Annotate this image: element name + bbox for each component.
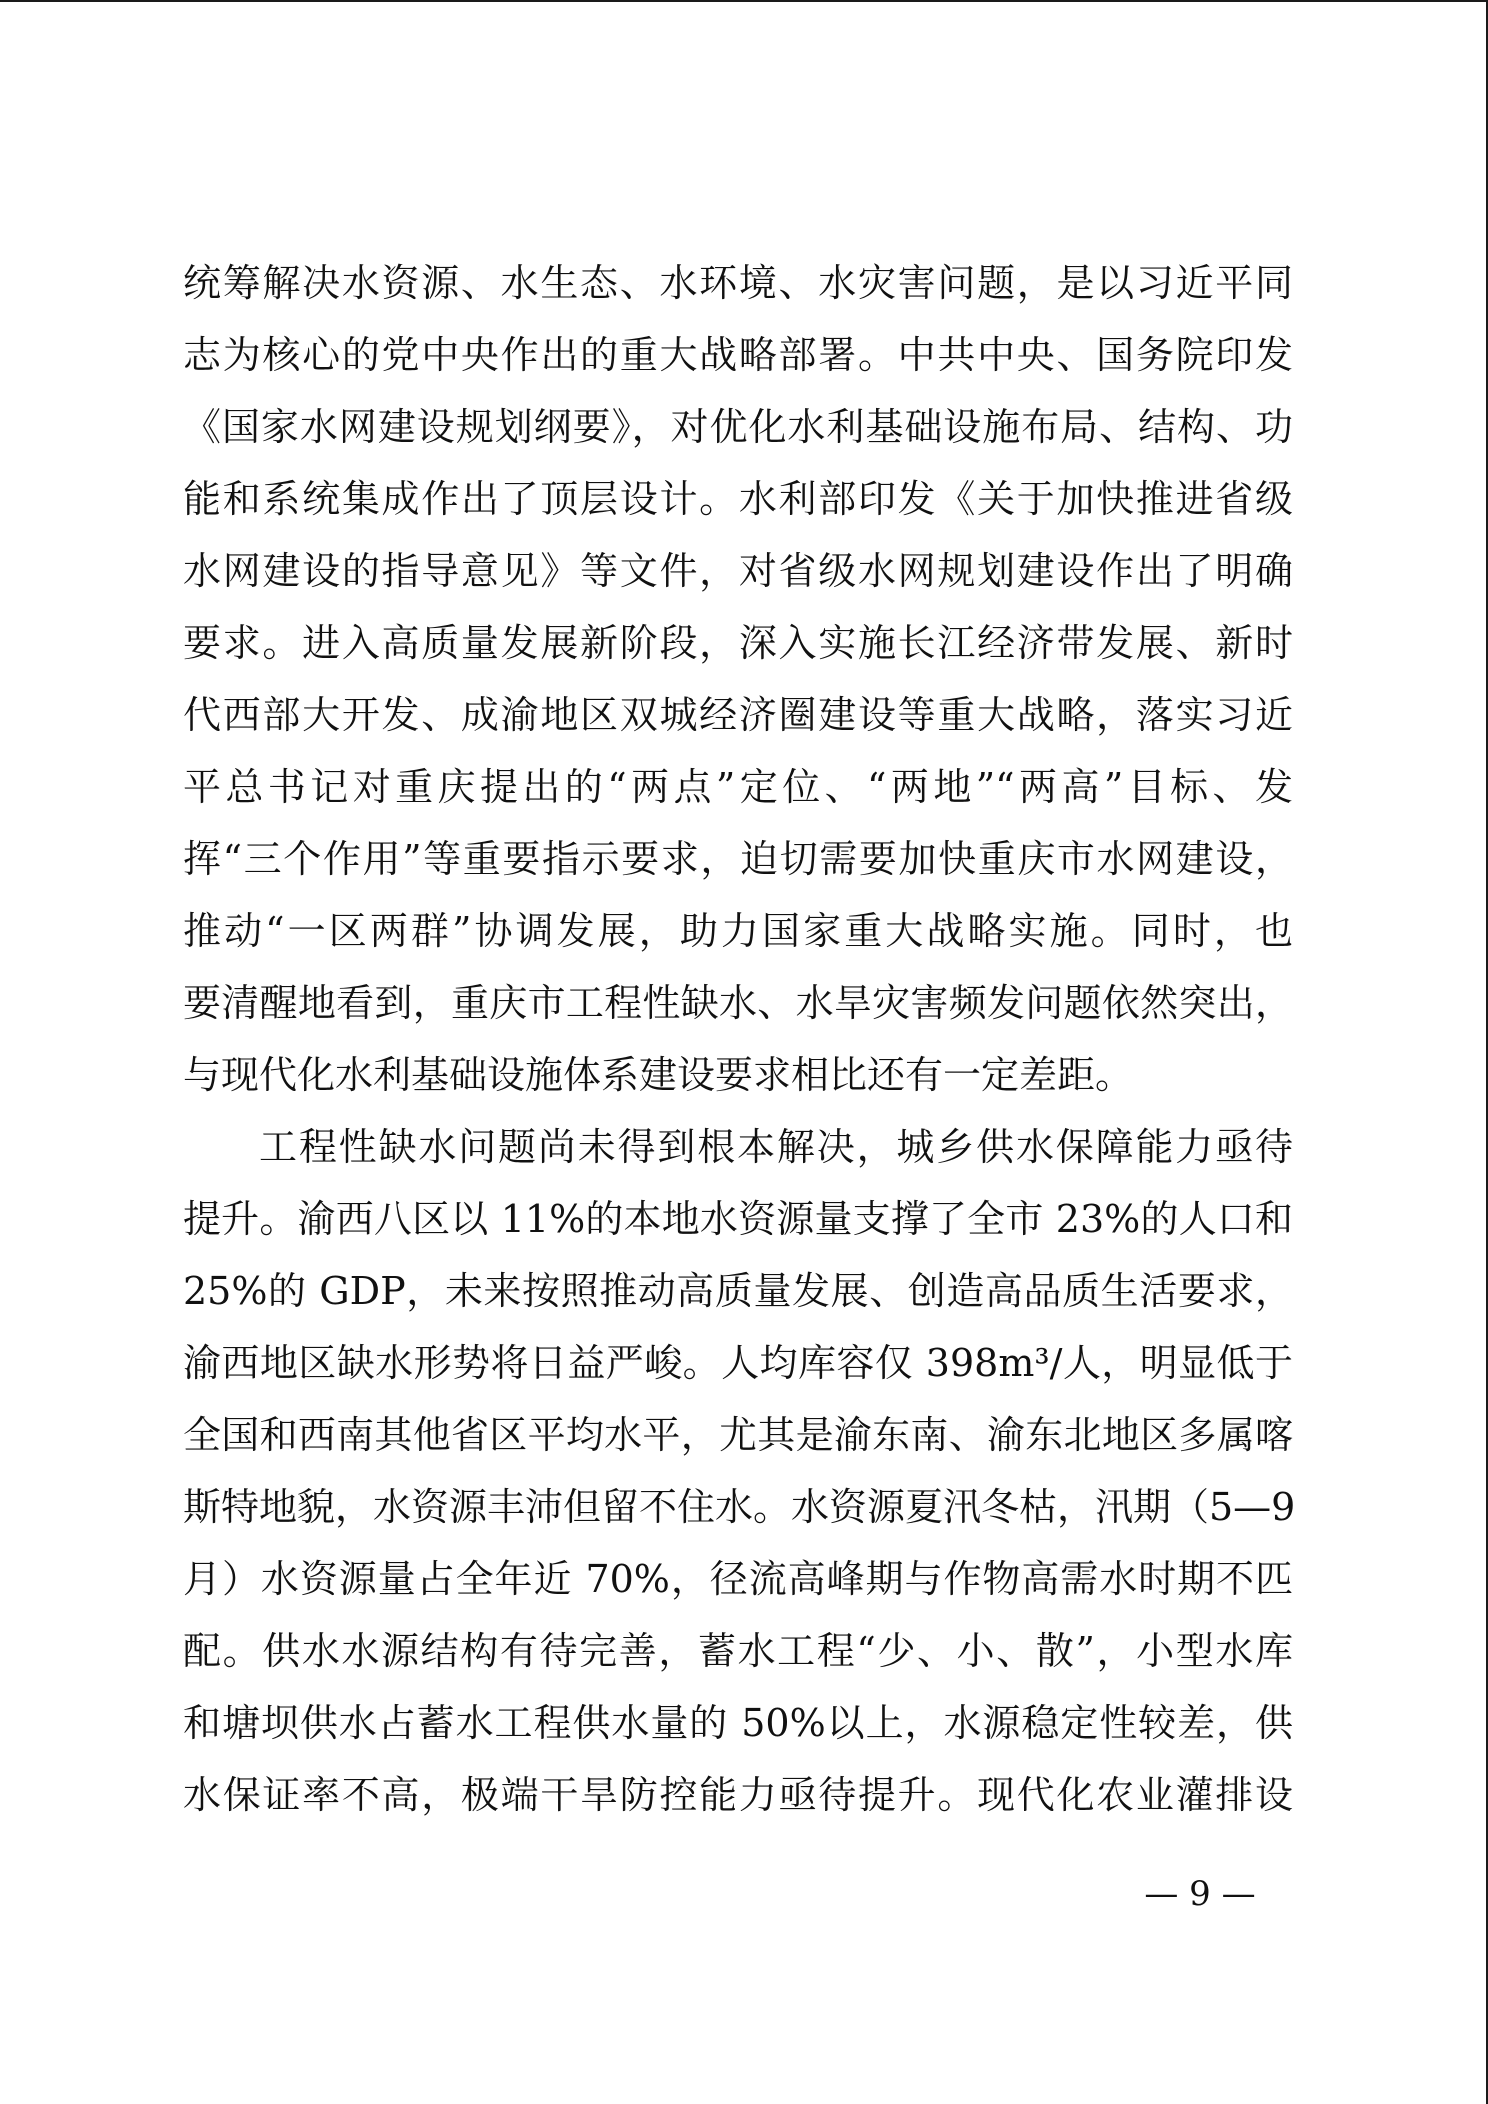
document-body [183,247,1296,1831]
text-line: 志为核心的党中央作出的重大战略部署。中共中央、国务院印发 [183,333,1293,377]
paragraph-1 [183,247,1293,1111]
text-line: 斯特地貌，水资源丰沛但留不住水。水资源夏汛冬枯，汛期（5—9 [183,1485,1296,1529]
text-line: 全国和西南其他省区平均水平，尤其是渝东南、渝东北地区多属喀 [183,1413,1293,1457]
text-line: 《国家水网建设规划纲要》，对优化水利基础设施布局、结构、功 [183,405,1293,449]
text-line: 工程性缺水问题尚未得到根本解决，城乡供水保障能力亟待 [259,1125,1293,1169]
text-line: 要求。进入高质量发展新阶段，深入实施长江经济带发展、新时 [183,621,1293,665]
page-number: — 9 — [1144,1874,1256,1914]
text-line: 平总书记对重庆提出的“两点”定位、“两地”“两高”目标、发 [183,765,1293,809]
text-line: 与现代化水利基础设施体系建设要求相比还有一定差距。 [183,1053,1134,1097]
text-line: 月）水资源量占全年近 70%，径流高峰期与作物高需水时期不匹 [183,1557,1293,1601]
text-line: 推动“一区两群”协调发展，助力国家重大战略实施。同时，也 [183,909,1293,953]
text-line: 统筹解决水资源、水生态、水环境、水灾害问题，是以习近平同 [183,261,1293,305]
text-line: 渝西地区缺水形势将日益严峻。人均库容仅 398m³/人，明显低于 [183,1341,1293,1385]
text-line: 挥“三个作用”等重要指示要求，迫切需要加快重庆市水网建设， [183,837,1293,881]
text-line: 代西部大开发、成渝地区双城经济圈建设等重大战略，落实习近 [183,693,1293,737]
text-line: 25%的 GDP，未来按照推动高质量发展、创造高品质生活要求， [183,1269,1293,1313]
text-line: 配。供水水源结构有待完善，蓄水工程“少、小、散”，小型水库 [183,1629,1293,1673]
text-line: 水网建设的指导意见》等文件，对省级水网规划建设作出了明确 [183,549,1293,593]
text-line: 能和系统集成作出了顶层设计。水利部印发《关于加快推进省级 [183,477,1293,521]
paragraph-2 [183,1111,1296,1831]
text-line: 提升。渝西八区以 11%的本地水资源量支撑了全市 23%的人口和 [183,1197,1293,1241]
text-line: 要清醒地看到，重庆市工程性缺水、水旱灾害频发问题依然突出， [183,981,1293,1025]
text-line: 水保证率不高，极端干旱防控能力亟待提升。现代化农业灌排设 [183,1773,1293,1817]
text-line: 和塘坝供水占蓄水工程供水量的 50%以上，水源稳定性较差，供 [183,1701,1293,1745]
